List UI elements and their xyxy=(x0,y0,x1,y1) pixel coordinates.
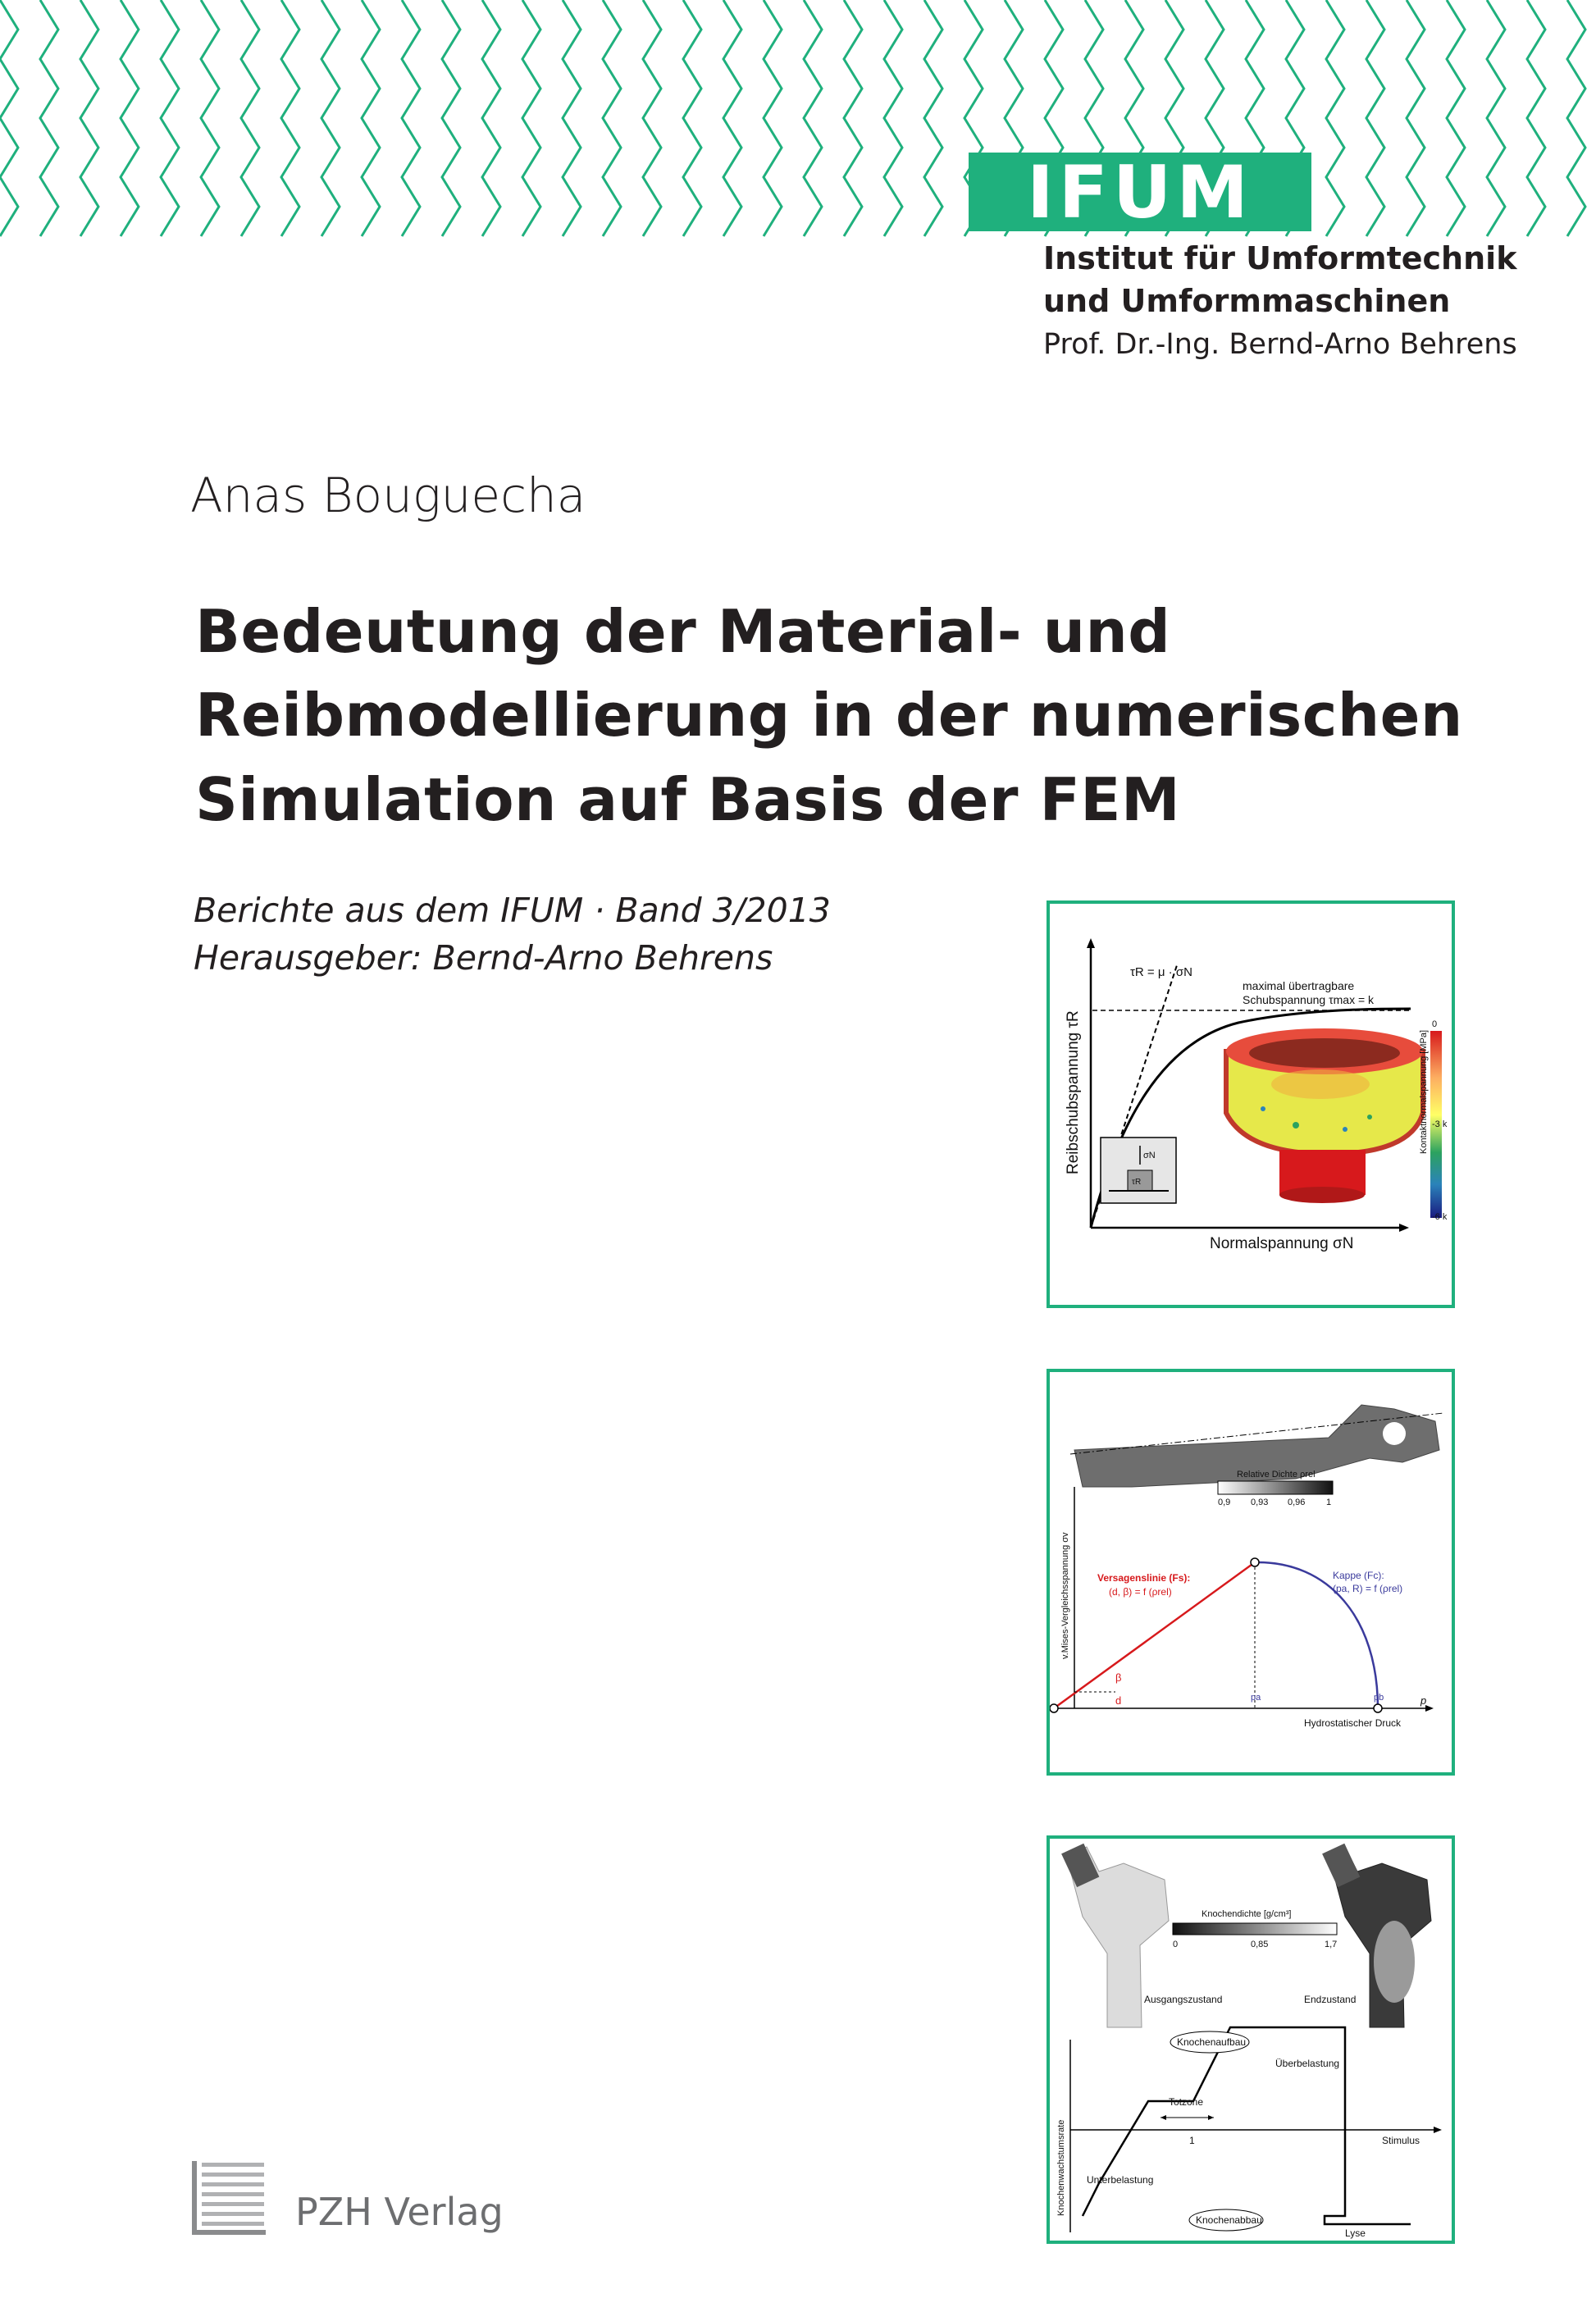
zigzag-line xyxy=(1326,0,1344,236)
zigzag-line xyxy=(0,0,18,236)
zigzag-line xyxy=(40,0,58,236)
density-tick-0: 0,9 xyxy=(1218,1498,1231,1507)
book-title-line2: Reibmodellierung in der numerischen xyxy=(195,681,1463,750)
zigzag-line xyxy=(884,0,902,236)
zigzag-line xyxy=(1447,0,1465,236)
zigzag-line xyxy=(201,0,219,236)
bone-diagram xyxy=(1050,1839,1452,2241)
final-state-label: Endzustand xyxy=(1304,1994,1357,2005)
bone-density-tick-2: 1,7 xyxy=(1325,1940,1338,1949)
x-axis-label: Hydrostatischer Druck xyxy=(1304,1717,1402,1729)
zigzag-line xyxy=(643,0,661,236)
beta-label: β xyxy=(1115,1671,1122,1684)
institute-name-line2: und Umformmaschinen xyxy=(1043,283,1451,319)
material-diagram xyxy=(1050,1372,1452,1774)
lysis-label: Lyse xyxy=(1345,2227,1366,2239)
zigzag-line xyxy=(1366,0,1384,236)
header-zigzag-pattern xyxy=(0,0,1596,238)
institute-name-line1: Institut für Umformtechnik xyxy=(1043,240,1517,276)
book-title-line3: Simulation auf Basis der FEM xyxy=(195,765,1181,834)
zigzag-line xyxy=(683,0,701,236)
cap-formula: (pa, R) = f (ρrel) xyxy=(1333,1583,1403,1594)
y-axis-label: Reibschubspannung τR xyxy=(1065,1010,1082,1174)
max-shear-annotation-2: Schubspannung τmax = k xyxy=(1243,993,1375,1006)
contact-inset xyxy=(1101,1138,1176,1203)
inset-sigma: σN xyxy=(1143,1151,1156,1160)
pzh-logo-icon xyxy=(192,2161,266,2235)
editor-info: Herausgeber: Bernd-Arno Behrens xyxy=(194,938,773,978)
p-label: p xyxy=(1420,1694,1427,1707)
max-shear-annotation-1: maximal übertragbare xyxy=(1243,979,1355,992)
zigzag-line xyxy=(80,0,98,236)
pb-label: pb xyxy=(1374,1693,1384,1703)
failure-line xyxy=(1054,1562,1255,1708)
zigzag-line xyxy=(924,0,942,236)
bone-loss-label: Knochenabbau xyxy=(1196,2214,1262,2226)
series-info: Berichte aus dem IFUM · Band 3/2013 xyxy=(194,891,831,930)
author-name: Anas Bouguecha xyxy=(190,467,586,523)
inset-tau: τR xyxy=(1132,1178,1142,1187)
failure-label: Versagenslinie (Fs): xyxy=(1097,1572,1191,1584)
figure-friction-model xyxy=(1047,900,1455,1308)
density-bar xyxy=(1218,1481,1333,1494)
cap-label: Kappe (Fc): xyxy=(1333,1570,1384,1581)
zigzag-line xyxy=(804,0,822,236)
bone-build-label: Knochenaufbau xyxy=(1177,2036,1247,2048)
zigzag-line xyxy=(482,0,500,236)
overload-label: Überbelastung xyxy=(1275,2058,1340,2069)
zigzag-line xyxy=(844,0,862,236)
zigzag-line xyxy=(321,0,340,236)
colorbar-tick-bottom: -6 k xyxy=(1432,1212,1448,1222)
institute-professor: Prof. Dr.-Ing. Bernd-Arno Behrens xyxy=(1043,328,1517,361)
density-tick-3: 1 xyxy=(1326,1498,1332,1507)
x-axis-label: Normalspannung σN xyxy=(1210,1235,1354,1252)
y-axis-label: Knochenwachstumsrate xyxy=(1056,2119,1066,2216)
remodeling-curve xyxy=(1083,2027,1411,2224)
one-label: 1 xyxy=(1189,2135,1195,2146)
zigzag-line xyxy=(362,0,380,236)
zigzag-line xyxy=(764,0,782,236)
zigzag-line xyxy=(161,0,179,236)
zigzag-line xyxy=(563,0,581,236)
figure-material-model xyxy=(1047,1369,1455,1776)
ifum-logo xyxy=(969,150,1311,235)
zigzag-line xyxy=(402,0,420,236)
d-label: d xyxy=(1115,1694,1122,1707)
bone-density-tick-1: 0,85 xyxy=(1251,1940,1269,1949)
failure-formula: (d, β) = f (ρrel) xyxy=(1109,1586,1172,1598)
zigzag-line xyxy=(1527,0,1545,236)
dead-zone-label: Totzone xyxy=(1169,2096,1204,2108)
zigzag-line xyxy=(1487,0,1505,236)
zigzag-line xyxy=(442,0,460,236)
bone-density-tick-0: 0 xyxy=(1173,1940,1179,1949)
publisher-name: PZH Verlag xyxy=(295,2190,504,2234)
zigzag-line xyxy=(241,0,259,236)
density-label: Relative Dichte ρrel xyxy=(1237,1470,1316,1479)
density-tick-2: 0,96 xyxy=(1288,1498,1306,1507)
zigzag-line xyxy=(281,0,299,236)
zigzag-line xyxy=(723,0,741,236)
zigzag-line xyxy=(522,0,540,236)
ifum-logo-text: IFUM xyxy=(1027,150,1253,235)
stimulus-label: Stimulus xyxy=(1382,2135,1420,2146)
underload-label: Unterbelastung xyxy=(1087,2174,1154,2186)
colorbar-label: Kontaktnormalspannung [MPa] xyxy=(1419,1029,1429,1154)
y-axis-label: v.Mises-Vergleichsspannung σv xyxy=(1060,1532,1070,1659)
zigzag-line xyxy=(1407,0,1425,236)
zigzag-line xyxy=(603,0,621,236)
pa-label: pa xyxy=(1251,1693,1261,1703)
zigzag-line xyxy=(1567,0,1585,236)
fem-part-illustration xyxy=(1226,1028,1423,1203)
zigzag-line xyxy=(121,0,139,236)
colorbar-tick-mid: -3 k xyxy=(1432,1119,1448,1129)
initial-state-label: Ausgangszustand xyxy=(1144,1994,1223,2005)
friction-diagram xyxy=(1050,904,1452,1306)
book-title-line1: Bedeutung der Material- und xyxy=(195,597,1171,666)
bone-density-label: Knochendichte [g/cm³] xyxy=(1202,1909,1292,1919)
density-tick-1: 0,93 xyxy=(1251,1498,1269,1507)
colorbar-tick-top: 0 xyxy=(1432,1019,1438,1029)
coulomb-formula: τR = μ · σN xyxy=(1130,965,1192,979)
figure-bone-remodeling xyxy=(1047,1835,1455,2244)
bone-density-bar xyxy=(1173,1923,1337,1935)
